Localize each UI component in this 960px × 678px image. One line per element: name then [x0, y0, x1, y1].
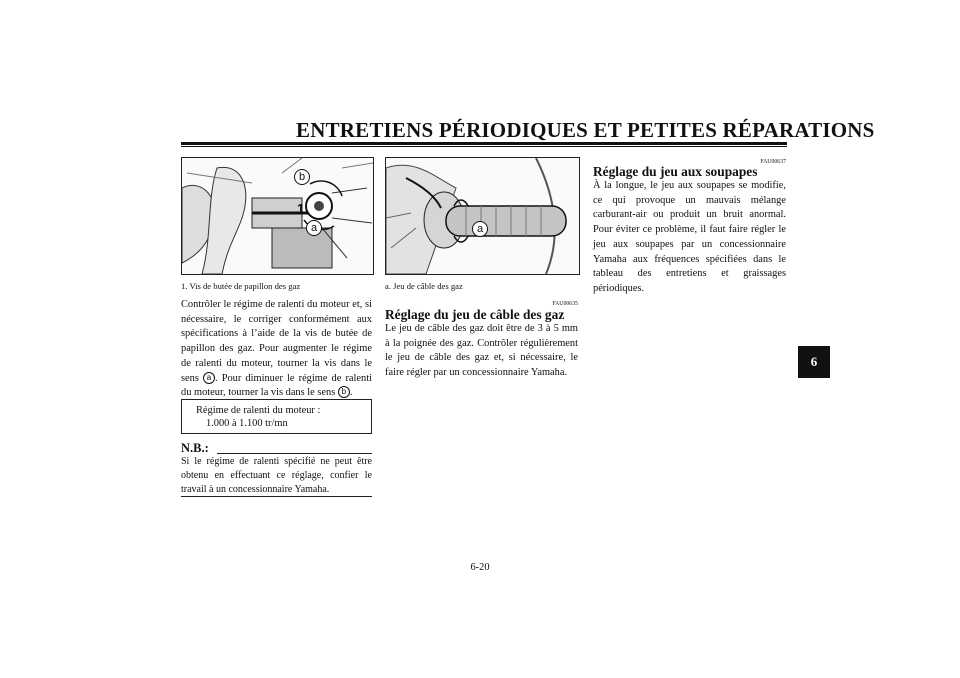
figure-label-1: 1	[297, 201, 305, 216]
section-text-valves: À la longue, le jeu aux soupapes se modifie, ce qui provoque un mauvais mélange carburant-air ou produit un bruit anormal. Pour éviter ce problème, il faut faire régler le jeu aux soupapes par un concessionnaire Yamaha aux fréquences spécifiées dans le tableau des entretiens et graissages périodiques.	[593, 180, 786, 294]
note-bottom-rule	[181, 496, 372, 497]
paragraph-text-3: .	[349, 387, 353, 399]
idle-speed-spec-box	[181, 399, 372, 434]
figure-caption-cable: a. Jeu de câble des gaz	[385, 281, 463, 291]
idle-screw-photo	[181, 157, 374, 275]
paragraph-text-2: . Pour diminuer le régime de ralenti du moteur, tourner la vis dans le sens	[181, 372, 372, 399]
figure-label-b: b	[294, 169, 310, 185]
note-text: Si le régime de ralenti spécifié ne peut être obtenu en effectuant ce réglage, confier le travail à un concessionnaire Yamaha.	[181, 456, 372, 495]
idle-screw-illustration	[182, 158, 373, 274]
figure-label-a: a	[306, 220, 322, 236]
throttle-cable-photo	[385, 157, 580, 275]
header-rule	[181, 142, 787, 145]
page-number: 6-20	[470, 562, 490, 573]
figure-label-a: a	[472, 221, 488, 237]
spec-value: 1.000 à 1.100 tr/mn	[206, 418, 288, 429]
note-label: N.B.:	[181, 441, 209, 455]
spec-label: Régime de ralenti du moteur :	[196, 405, 321, 416]
chapter-tab: 6	[798, 346, 830, 378]
throttle-grip-illustration	[386, 158, 579, 274]
section-text-cable: Le jeu de câble des gaz doit être de 3 à 5 mm à la poignée des gaz. Contrôler régulièrement le jeu de câble des gaz et, si nécessaire, le faire régler par un concessionnaire Yamaha.	[385, 323, 578, 379]
section-heading-valves: Réglage du jeu aux soupapes	[593, 164, 758, 179]
direction-a-marker: a	[203, 372, 215, 384]
figure-caption-idle-screw: 1. Vis de butée de papillon des gaz	[181, 281, 301, 291]
section-code: FAU00637	[760, 159, 786, 165]
section-code: FAU00635	[552, 301, 578, 307]
paragraph-text-1: Contrôler le régime de ralenti du moteur et, si nécessaire, le corriger conformément aux spécifications à l’aide de la vis de butée de papillon des gaz. Pour augmenter le régime de ralenti du moteur, tourner la vis dans le sens	[181, 299, 372, 384]
idle-speed-paragraph	[181, 298, 372, 401]
section-heading-cable: Réglage du jeu de câble des gaz	[385, 307, 565, 322]
note-top-rule	[217, 453, 372, 454]
header-rule-thin	[181, 146, 787, 147]
direction-b-marker: b	[338, 386, 350, 398]
page-header-title: ENTRETIENS PÉRIODIQUES ET PETITES RÉPARATIONS	[296, 118, 875, 142]
